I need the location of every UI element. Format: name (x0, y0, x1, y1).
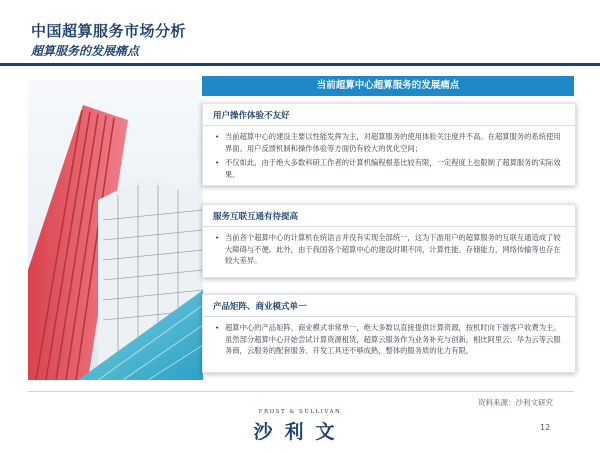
card-heading: 服务互联互通有待提高 (203, 205, 575, 227)
bullet-item: • 当前超算中心的建设主要以性能发挥为主，对超算服务的使用体验关注度并不高。在超算服务的系统使用界面、用户反馈机制和操作体验等方面仍有较大的优化空间； (215, 131, 565, 154)
pain-point-card (202, 294, 576, 373)
page-subtitle: 超算服务的发展痛点 (31, 44, 140, 58)
bullet-item: • 当前各个超算中心的计算机在统语言并没有实现全部统一，这为下游用户的超算服务的互联互通造成了较大障碍与不便。此外，由于我国各个超算中心的建设时期不同，计算性能、存储能力，网络传输等也存在较大差异。 (215, 232, 565, 267)
card-heading: 产品矩阵、商业模式单一 (203, 295, 575, 317)
bullet-list (203, 227, 575, 274)
bullet-item: • 超算中心的产品矩阵、商业模式非常单一，绝大多数以直接提供计算资源，按机时向下游客户收费为主。虽然部分超算中心开始尝试计算资源租赁，超算云服务作为业务补充与创新，相比阿里云、华为云等云服务商，云服务的配套服务、开发工具还不够成熟，整体的服务质的化力有限。 (215, 322, 565, 357)
building-illustration (28, 80, 203, 380)
pain-point-card (202, 103, 576, 186)
page-title: 中国超算服务市场分析 (31, 22, 187, 40)
bullet-list (203, 317, 575, 364)
header-divider (0, 63, 600, 66)
brand-logo-chinese: 沙利文 (253, 421, 347, 443)
footer-divider (28, 391, 574, 392)
panel-title: 当前超算中心超算服务的发展痛点 (202, 76, 574, 96)
brand-logo-english: FROST & SULLIVAN (258, 409, 342, 415)
card-heading: 用户操作体验不友好 (203, 104, 575, 126)
bullet-item: • 不仅如此，由于绝大多数科研工作者的计算机编程根基比较有限，一定程度上也限制了超算服务的实际效果。 (215, 157, 565, 180)
bullet-list (203, 126, 575, 187)
source-note: 资料来源：沙利文研究 (478, 398, 553, 407)
pain-point-card (202, 204, 576, 278)
slide-header (0, 0, 600, 70)
page-number: 12 (540, 423, 551, 432)
